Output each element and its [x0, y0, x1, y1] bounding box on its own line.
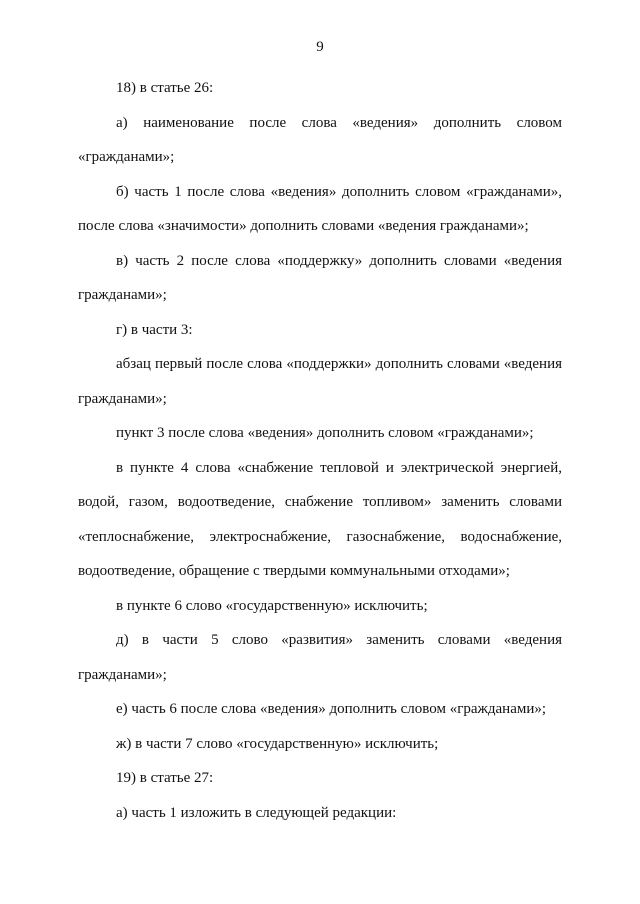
- point-4-line-1: в пункте 4 слова «снабжение тепловой и электрической энергией,: [116, 460, 562, 476]
- item-19a-line: а) часть 1 изложить в следующей редакции:: [116, 805, 397, 821]
- item-d-line-1: д) в части 5 слово «развития» заменить словами «ведения: [116, 632, 562, 648]
- item-g-heading: г) в части 3:: [116, 322, 193, 338]
- item-a-line-1: а) наименование после слова «ведения» дополнить словом: [116, 115, 562, 131]
- item-b-line-2: после слова «значимости» дополнить словами «ведения гражданами»;: [78, 218, 529, 234]
- point-4-line-2: водой, газом, водоотведение, снабжение топливом» заменить словами: [78, 494, 562, 510]
- point-6-line: в пункте 6 слово «государственную» исключить;: [116, 598, 428, 614]
- page-number: 9: [316, 39, 324, 55]
- item-v-line-2: гражданами»;: [78, 287, 167, 303]
- item-e-line: е) часть 6 после слова «ведения» дополнить словом «гражданами»;: [116, 701, 547, 717]
- point-4-line-4: водоотведение, обращение с твердыми коммунальными отходами»;: [78, 563, 510, 579]
- item-18-heading: 18) в статье 26:: [116, 80, 214, 96]
- item-zh-line: ж) в части 7 слово «государственную» исключить;: [116, 736, 439, 752]
- item-a-line-2: «гражданами»;: [78, 149, 175, 165]
- item-d-line-2: гражданами»;: [78, 667, 167, 683]
- paragraph-first-line-1: абзац первый после слова «поддержки» дополнить словами «ведения: [116, 356, 562, 372]
- point-4-line-3: «теплоснабжение, электроснабжение, газоснабжение, водоснабжение,: [78, 529, 562, 545]
- paragraph-first-line-2: гражданами»;: [78, 391, 167, 407]
- item-b-line-1: б) часть 1 после слова «ведения» дополнить словом «гражданами»,: [116, 184, 562, 200]
- point-3-line: пункт 3 после слова «ведения» дополнить словом «гражданами»;: [116, 425, 534, 441]
- item-19-heading: 19) в статье 27:: [116, 770, 214, 786]
- item-v-line-1: в) часть 2 после слова «поддержку» дополнить словами «ведения: [116, 253, 562, 269]
